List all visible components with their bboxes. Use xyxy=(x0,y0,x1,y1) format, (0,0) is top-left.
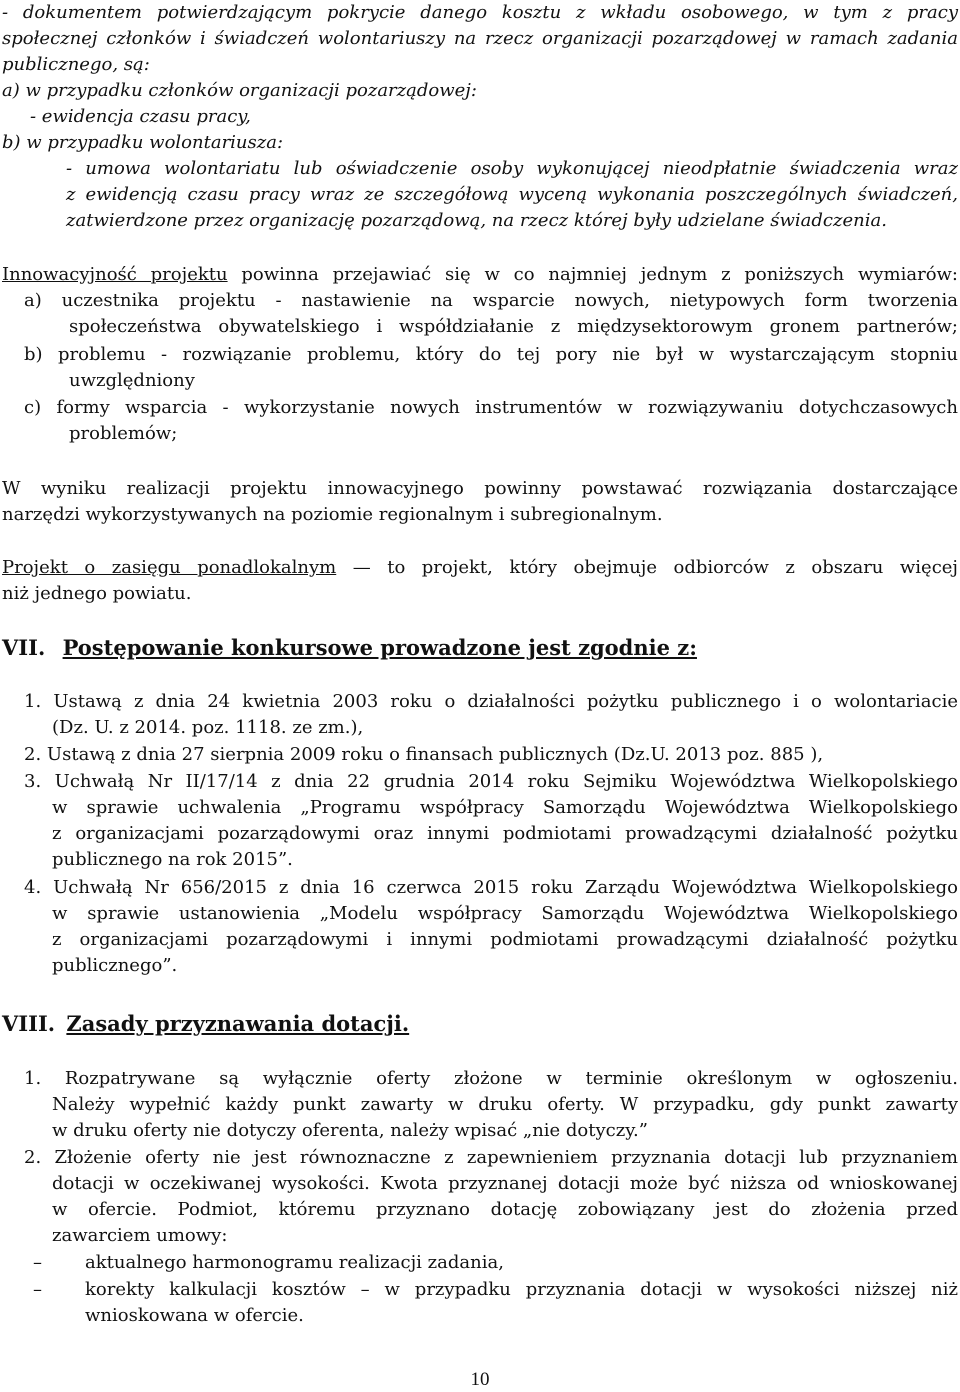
intro-block xyxy=(0,0,958,234)
innovation-item-label: b) xyxy=(24,344,43,365)
innovation-title: Innowacyjność projektu xyxy=(2,264,228,285)
section-vii-item-2 xyxy=(0,742,958,768)
dash-item-1 xyxy=(0,1250,958,1276)
list-item-text: zawarciem umowy: xyxy=(52,1225,228,1246)
list-item-number: 2. xyxy=(24,1147,42,1168)
dash-bullet: – xyxy=(33,1252,42,1273)
list-item-number: 2. xyxy=(24,744,42,765)
dash-item-2 xyxy=(0,1277,958,1329)
list-item-number: 1. xyxy=(24,1068,42,1089)
innovation-item-label: a) xyxy=(24,290,42,311)
innovation-item-line xyxy=(24,395,958,421)
list-item-line xyxy=(24,1066,958,1092)
section-viii-item-1 xyxy=(0,1066,958,1144)
section-viii-item-2 xyxy=(0,1145,958,1249)
innovation-section xyxy=(0,262,958,288)
intro-line: zatwierdzone przez organizację pozarządową, na rzecz której były udzielane świadczenia. xyxy=(66,210,887,231)
innovation-item-text: uczestnika projektu - nastawienie na wsparcie nowych, nietypowych form tworzenia xyxy=(61,290,958,311)
section-number: VII. xyxy=(2,635,46,660)
section-viii-heading xyxy=(0,1008,958,1040)
list-item-number: 3. xyxy=(24,771,42,792)
list-item-text: publicznego”. xyxy=(52,955,178,976)
list-item-text: z organizacjami pozarządowymi i innymi podmiotami prowadzącymi działalność pożytku xyxy=(52,929,958,950)
innovation-item-a xyxy=(0,288,958,340)
innovation-item-line xyxy=(24,342,958,368)
list-item-text: Ustawą z dnia 27 sierpnia 2009 roku o finansach publicznych (Dz.U. 2013 poz. 885 ), xyxy=(46,744,824,765)
dash-item-text: wnioskowana w ofercie. xyxy=(85,1305,304,1326)
scope-line xyxy=(2,555,958,581)
innovation-item-text: formy wsparcia - wykorzystanie nowych instrumentów w rozwiązywaniu dotychczasowych xyxy=(56,397,958,418)
innovation-item-b xyxy=(0,342,958,394)
innovation-item-line xyxy=(24,288,958,314)
list-item-text: Ustawą z dnia 24 kwietnia 2003 roku o działalności pożytku publicznego i o wolontariacie xyxy=(53,691,958,712)
innovation-item-text: społeczeństwa obywatelskiego i współdziałanie z międzysektorowym gronem partnerów; xyxy=(69,316,958,337)
list-item-text: Uchwałą Nr II/17/14 z dnia 22 grudnia 2014 roku Sejmiku Województwa Wielkopolskiego xyxy=(54,771,958,792)
dash-item-line xyxy=(33,1277,958,1303)
result-paragraph xyxy=(0,476,958,528)
list-item-text: w sprawie uchwalenia „Programu współpracy Samorządu Województwa Wielkopolskiego xyxy=(52,797,958,818)
section-number: VIII. xyxy=(2,1011,56,1036)
dash-item-text: aktualnego harmonogramu realizacji zadania, xyxy=(85,1252,504,1273)
section-vii-item-3 xyxy=(0,769,958,873)
intro-line: społecznej członków i świadczeń wolontariuszy na rzecz organizacji pozarządowej w ramach zadania xyxy=(2,28,958,49)
list-item-text: publicznego na rok 2015”. xyxy=(52,849,293,870)
dash-bullet: – xyxy=(33,1279,42,1300)
list-item-text: (Dz. U. z 2014. poz. 1118. ze zm.), xyxy=(52,717,364,738)
list-item-line xyxy=(24,742,958,768)
section-vii-item-4 xyxy=(0,875,958,979)
intro-line: - ewidencja czasu pracy, xyxy=(30,106,251,127)
scope-title: Projekt o zasięgu ponadlokalnym xyxy=(2,557,337,578)
dash-item-text: korekty kalkulacji kosztów – w przypadku przyznania dotacji w wysokości niższej niż xyxy=(85,1279,958,1300)
list-item-text: Należy wypełnić każdy punkt zawarty w druku oferty. W przypadku, gdy punkt zawarty xyxy=(52,1094,958,1115)
list-item-text: dotacji w oczekiwanej wysokości. Kwota przyznanej dotacji może być niższa od wnioskowanej xyxy=(52,1173,958,1194)
list-item-text: w druku oferty nie dotyczy oferenta, należy wpisać „nie dotyczy.” xyxy=(52,1120,648,1141)
list-item-line xyxy=(24,1145,958,1171)
list-item-text: z organizacjami pozarządowymi oraz innymi podmiotami prowadzącymi działalność pożytku xyxy=(52,823,958,844)
page-number: 10 xyxy=(470,1369,490,1390)
scope-paragraph xyxy=(0,555,958,607)
result-line: narzędzi wykorzystywanych na poziomie regionalnym i subregionalnym. xyxy=(2,504,663,525)
intro-line: b) w przypadku wolontariusza: xyxy=(2,132,284,153)
list-item-text: w ofercie. Podmiot, któremu przyznano dotację zobowiązany jest do złożenia przed xyxy=(52,1199,958,1220)
list-item-text: Złożenie oferty nie jest równoznaczne z zapewnieniem przyznania dotacji lub przyznaniem xyxy=(54,1147,958,1168)
intro-line: z ewidencją czasu pracy wraz ze szczegółową wyceną wykonania poszczególnych świadczeń, xyxy=(66,184,958,205)
section-vii-heading xyxy=(0,632,958,664)
innovation-item-text: problemu - rozwiązanie problemu, który do tej pory nie był w wystarczającym stopniu xyxy=(58,344,958,365)
intro-line: a) w przypadku członków organizacji pozarządowej: xyxy=(2,80,477,101)
innovation-item-label: c) xyxy=(24,397,42,418)
section-vii-item-1 xyxy=(0,689,958,741)
list-item-text: Rozpatrywane są wyłącznie oferty złożone w terminie określonym w ogłoszeniu. xyxy=(64,1068,958,1089)
list-item-number: 4. xyxy=(24,877,42,898)
innovation-item-text: problemów; xyxy=(69,423,178,444)
section-title: Zasady przyznawania dotacji. xyxy=(66,1011,410,1036)
scope-rest: — to projekt, który obejmuje odbiorców z obszaru więcej xyxy=(352,557,959,578)
intro-line: publicznego, są: xyxy=(2,54,150,75)
dash-item-line xyxy=(33,1250,958,1276)
innovation-intro-line xyxy=(2,262,958,288)
list-item-line xyxy=(24,875,958,901)
scope-line: niż jednego powiatu. xyxy=(2,583,192,604)
innovation-intro: powinna przejawiać się w co najmniej jednym z poniższych wymiarów: xyxy=(241,264,958,285)
list-item-text: Uchwałą Nr 656/2015 z dnia 16 czerwca 2015 roku Zarządu Województwa Wielkopolskiego xyxy=(53,877,958,898)
section-title: Postępowanie konkursowe prowadzone jest zgodnie z: xyxy=(62,635,697,660)
list-item-line xyxy=(24,769,958,795)
intro-line: - dokumentem potwierdzającym pokrycie danego kosztu z wkładu osobowego, w tym z pracy xyxy=(2,2,958,23)
list-item-number: 1. xyxy=(24,691,42,712)
innovation-item-c xyxy=(0,395,958,447)
result-line: W wyniku realizacji projektu innowacyjnego powinny powstawać rozwiązania dostarczające xyxy=(2,478,958,499)
list-item-text: w sprawie ustanowienia „Modelu współpracy Samorządu Województwa Wielkopolskiego xyxy=(52,903,958,924)
list-item-line xyxy=(24,689,958,715)
intro-line: - umowa wolontariatu lub oświadczenie osoby wykonującej nieodpłatnie świadczenia wraz xyxy=(66,158,958,179)
innovation-item-text: uwzględniony xyxy=(69,370,195,391)
